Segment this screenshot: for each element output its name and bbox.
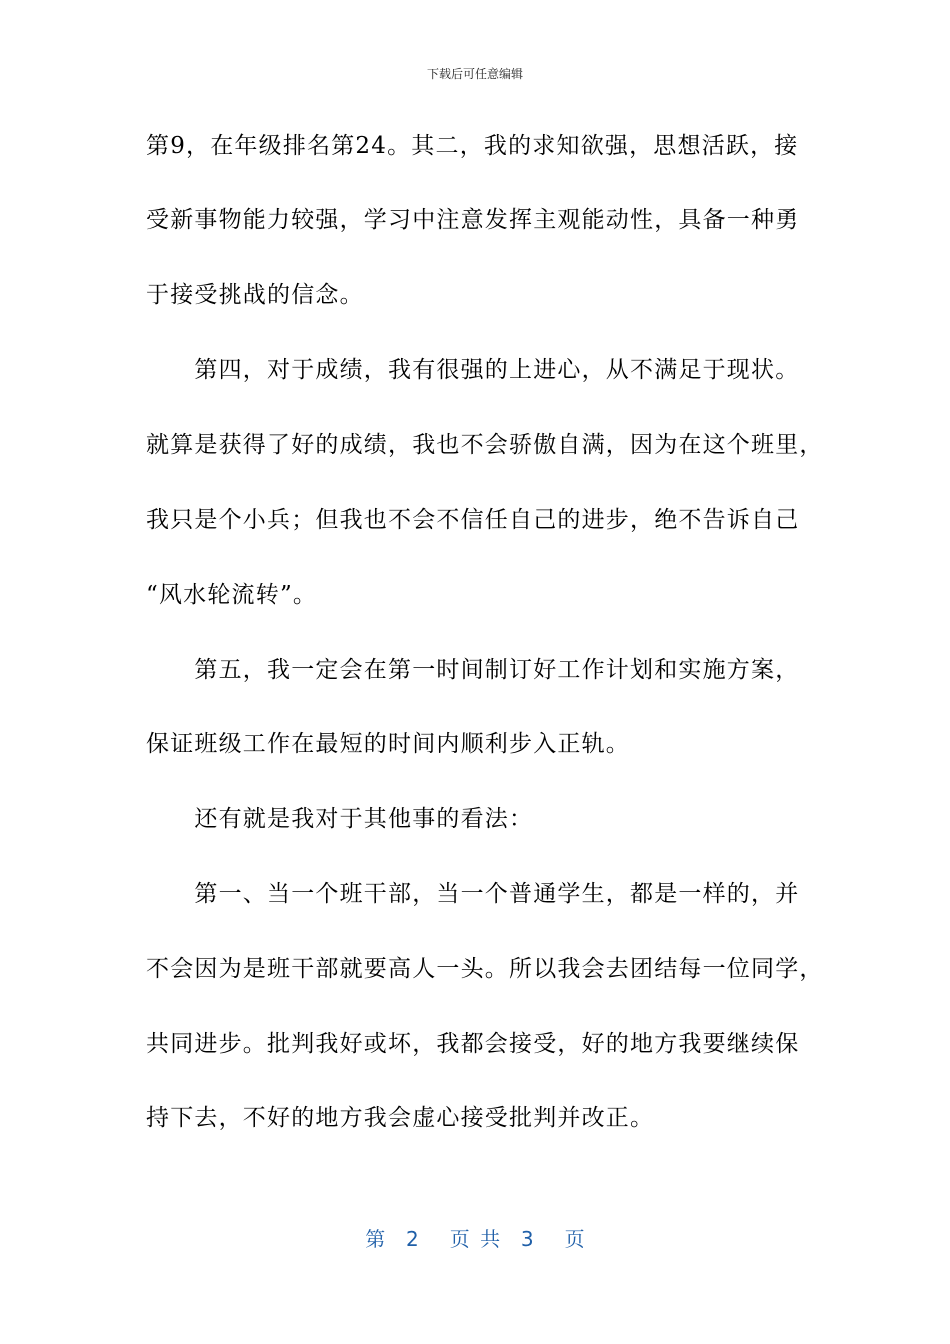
- text-line: 就算是获得了好的成绩，我也不会骄傲自满，因为在这个班里，: [146, 432, 824, 458]
- text-line: “风水轮流转”。: [146, 582, 318, 608]
- page-header: 下载后可任意编辑: [426, 67, 523, 81]
- page-footer: [0, 1226, 950, 1252]
- text-line: 于接受挑战的信念。: [146, 282, 364, 308]
- text-line: 保证班级工作在最短的时间内顺利步入正轨。: [146, 731, 630, 757]
- page-number: 第 2 页 共 3 页: [365, 1227, 585, 1251]
- text-line: 还有就是我对于其他事的看法：: [146, 806, 534, 832]
- text-line: 受新事物能力较强，学习中注意发挥主观能动性，具备一种勇: [146, 207, 800, 233]
- text-line: 我只是个小兵；但我也不会不信任自己的进步，绝不告诉自己: [146, 507, 800, 533]
- text-line: 共同进步。批判我好或坏，我都会接受，好的地方我要继续保: [146, 1031, 800, 1057]
- text-line: 第五，我一定会在第一时间制订好工作计划和实施方案，: [146, 657, 800, 683]
- text-line: 不会因为是班干部就要高人一头。所以我会去团结每一位同学，: [146, 956, 824, 982]
- text-line: 第四，对于成绩，我有很强的上进心，从不满足于现状。: [146, 357, 800, 383]
- text-line: 第一、当一个班干部，当一个普通学生，都是一样的，并: [146, 881, 800, 907]
- text-line: 第9，在年级排名第24。其二，我的求知欲强，思想活跃，接: [146, 133, 799, 159]
- text-line: 持下去，不好的地方我会虚心接受批判并改正。: [146, 1105, 655, 1131]
